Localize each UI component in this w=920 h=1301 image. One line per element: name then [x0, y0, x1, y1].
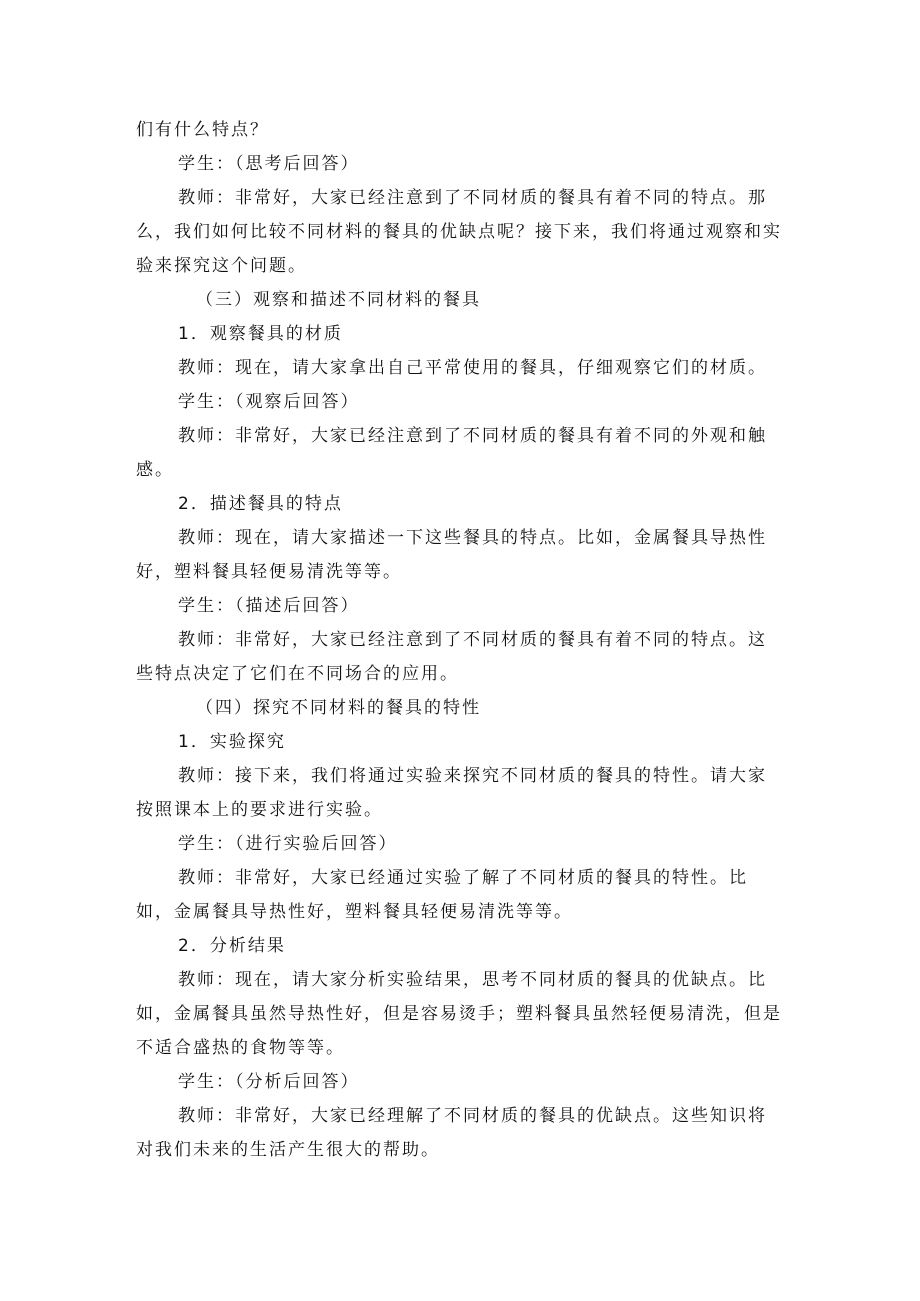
- paragraph: 教师：非常好，大家已经理解了不同材质的餐具的优缺点。这些知识将对我们未来的生活产生很大的帮助。: [136, 1106, 767, 1160]
- document-page: [136, 113, 784, 1167]
- subsection-heading: 2．分析结果: [178, 936, 286, 956]
- paragraph: 教师：非常好，大家已经通过实验了解了不同材质的餐具的特性。比如，金属餐具导热性好，塑料餐具轻便易清洗等等。: [136, 868, 748, 922]
- paragraph: 教师：接下来，我们将通过实验来探究不同材质的餐具的特性。请大家按照课本上的要求进行实验。: [136, 766, 767, 820]
- subsection-heading: 1．观察餐具的材质: [178, 324, 343, 344]
- paragraph: 学生：（思考后回答）: [178, 154, 360, 174]
- paragraph: 学生：（观察后回答）: [178, 392, 360, 412]
- paragraph: 教师：非常好，大家已经注意到了不同材质的餐具有着不同的特点。这些特点决定了它们在不同场合的应用。: [136, 630, 767, 684]
- paragraph: 教师：现在，请大家拿出自己平常使用的餐具，仔细观察它们的材质。: [178, 358, 767, 378]
- paragraph: 教师：现在，请大家分析实验结果，思考不同材质的餐具的优缺点。比如，金属餐具虽然导热性好，但是容易烫手；塑料餐具虽然轻便易清洗，但是不适合盛热的食物等等。: [136, 970, 782, 1058]
- section-heading: （三）观察和描述不同材料的餐具: [196, 290, 481, 310]
- paragraph: 学生：（进行实验后回答）: [178, 834, 398, 854]
- paragraph: 教师：非常好，大家已经注意到了不同材质的餐具有着不同的外观和触感。: [136, 426, 767, 480]
- paragraph: 学生：（分析后回答）: [178, 1072, 360, 1092]
- paragraph: 学生：（描述后回答）: [178, 596, 360, 616]
- subsection-heading: 2．描述餐具的特点: [178, 494, 343, 514]
- paragraph: 教师：现在，请大家描述一下这些餐具的特点。比如，金属餐具导热性好，塑料餐具轻便易清洗等等。: [136, 528, 767, 582]
- section-heading: （四）探究不同材料的餐具的特性: [196, 698, 481, 718]
- subsection-heading: 1．实验探究: [178, 732, 286, 752]
- paragraph: 教师：非常好，大家已经注意到了不同材质的餐具有着不同的特点。那么，我们如何比较不同材料的餐具的优缺点呢？接下来，我们将通过观察和实验来探究这个问题。: [136, 188, 782, 276]
- paragraph: 们有什么特点？: [136, 120, 269, 140]
